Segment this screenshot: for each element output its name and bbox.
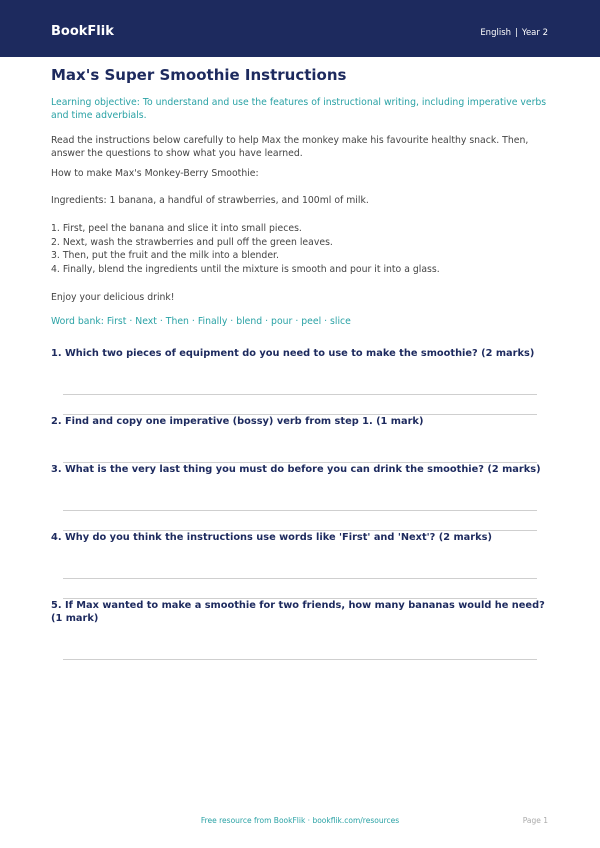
year-label: Year 2 — [521, 28, 548, 38]
answer-line[interactable] — [63, 578, 537, 579]
question-2: 2. Find and copy one imperative (bossy) verb from step 1. (1 mark) — [51, 416, 424, 427]
word-bank: Word bank: First · Next · Then · Finally · blend · pour · peel · slice — [51, 316, 351, 327]
footer-text: Free resource from BookFlik · bookflik.com/resources — [200, 816, 400, 825]
recipe-heading: How to make Max's Monkey-Berry Smoothie: — [51, 168, 259, 179]
ingredients-text: Ingredients: 1 banana, a handful of strawberries, and 100ml of milk. — [51, 195, 369, 206]
question-3: 3. What is the very last thing you must do before you can drink the smoothie? (2 marks) — [51, 464, 541, 475]
question-4: 4. Why do you think the instructions use words like 'First' and 'Next'? (2 marks) — [51, 532, 492, 543]
page-number: Page 1 — [522, 816, 548, 825]
steps-list — [51, 222, 551, 276]
answer-line[interactable] — [63, 659, 537, 660]
subject-year-label — [480, 27, 548, 39]
step-item: 1. First, peel the banana and slice it into small pieces. — [51, 223, 302, 234]
answer-line[interactable] — [63, 510, 537, 511]
separator: | — [515, 28, 518, 38]
step-item: 4. Finally, blend the ingredients until the mixture is smooth and pour it into a glass. — [51, 263, 440, 275]
answer-line[interactable] — [63, 394, 537, 395]
question-1: 1. Which two pieces of equipment do you need to use to make the smoothie? (2 marks) — [51, 348, 535, 359]
closing-text: Enjoy your delicious drink! — [51, 292, 175, 303]
question-5: 5. If Max wanted to make a smoothie for two friends, how many bananas would he need? (1 mark) — [51, 600, 545, 624]
step-item: 2. Next, wash the strawberries and pull off the green leaves. — [51, 236, 333, 248]
brand-logo: BookFlik — [51, 24, 114, 39]
intro-text: Read the instructions below carefully to help Max the monkey make his favourite healthy snack. Then, answer the questions to show what you have learned. — [51, 135, 529, 159]
page-header — [0, 0, 600, 57]
worksheet-title: Max's Super Smoothie Instructions — [51, 66, 347, 84]
learning-objective: Learning objective: To understand and use the features of instructional writing, including imperative verbs and time adverbials. — [51, 97, 547, 121]
subject-label: English — [480, 28, 512, 38]
step-item: 3. Then, put the fruit and the milk into a blender. — [51, 250, 279, 261]
